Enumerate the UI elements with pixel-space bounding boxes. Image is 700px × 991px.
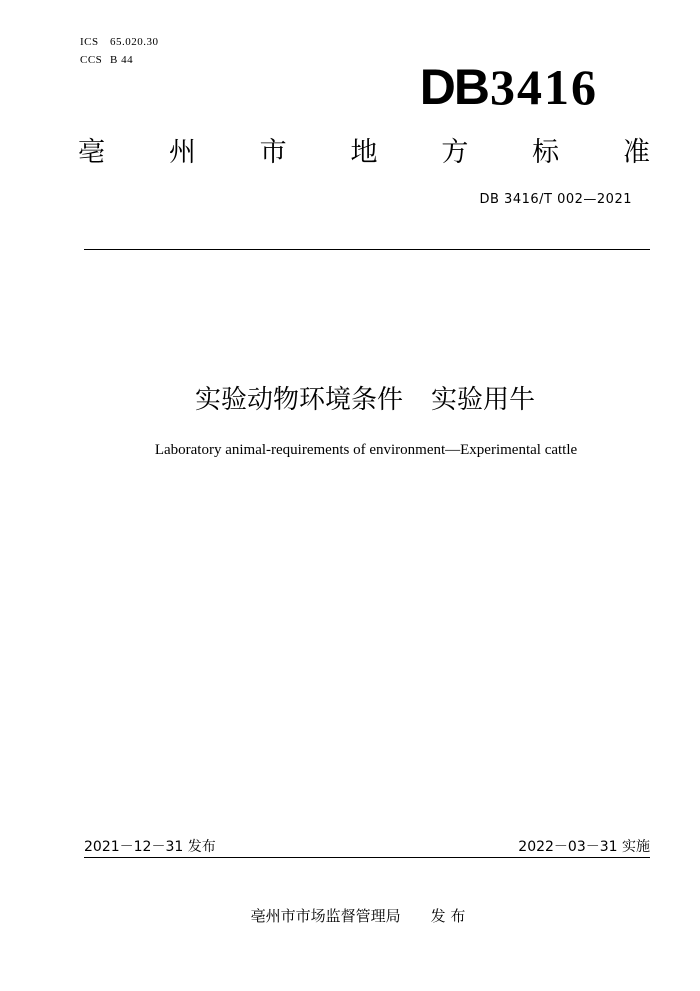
title-cn-sub: 实验用牛	[431, 385, 536, 415]
standard-type-char: 州	[168, 137, 196, 168]
ics-value: 65.020.30	[110, 36, 159, 48]
document-title-en: Laboratory animal-requirements of environment—Experimental cattle	[154, 442, 578, 458]
title-cn-main: 实验动物环境条件	[194, 385, 403, 415]
ccs-label: CCS	[80, 54, 103, 66]
bottom-divider	[84, 857, 650, 858]
document-title-cn	[0, 383, 700, 417]
top-divider	[84, 249, 650, 250]
db-logo-code: 3416	[490, 59, 598, 115]
db-logo-letters: DB	[419, 59, 488, 115]
standard-type-char: 亳	[78, 137, 105, 168]
issuing-authority	[0, 905, 700, 926]
issue-date: 2021－12－31 发布	[84, 839, 216, 855]
ccs-code	[80, 54, 133, 66]
ccs-value: B 44	[110, 54, 134, 66]
standard-type-char: 地	[350, 137, 378, 168]
standard-type-char: 准	[622, 137, 650, 168]
implementation-date: 2022－03－31 实施	[518, 839, 650, 855]
standard-type-char: 方	[441, 137, 469, 168]
ics-label: ICS	[80, 36, 99, 48]
ics-code	[80, 36, 159, 48]
standard-type-char: 市	[259, 137, 287, 168]
issuer-action: 发 布	[430, 907, 466, 925]
standard-type-char: 标	[532, 137, 560, 168]
issuer-name: 亳州市市场监督管理局	[250, 907, 401, 925]
standard-type-heading	[78, 136, 650, 170]
db-logo	[419, 59, 598, 115]
standard-number: DB 3416/T 002—2021	[479, 192, 632, 207]
